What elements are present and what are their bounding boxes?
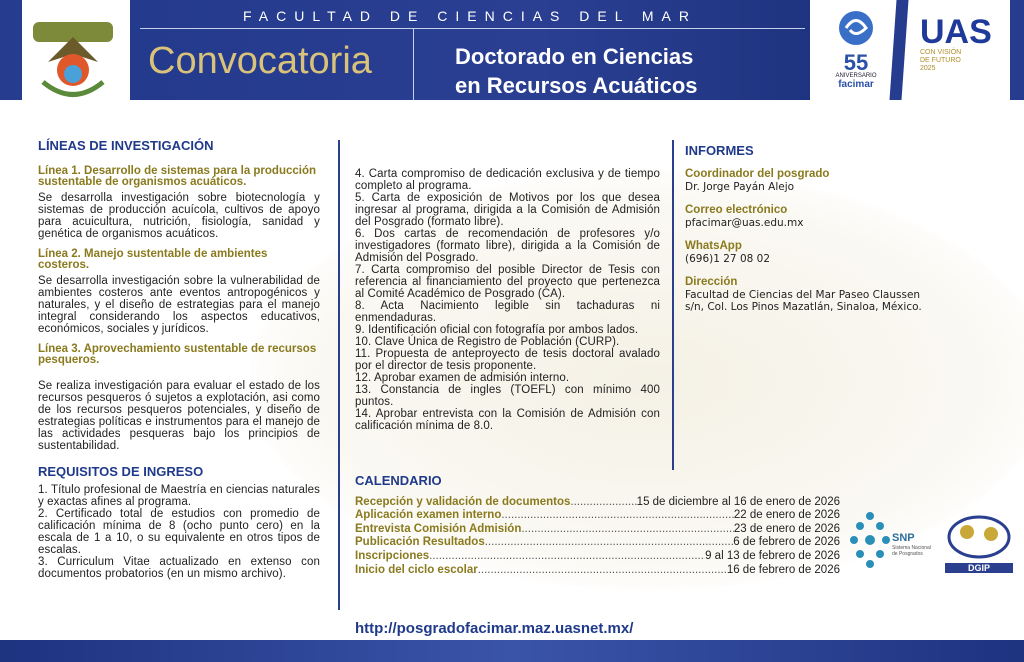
facimar-55-logo xyxy=(826,8,886,96)
info-label: WhatsApp xyxy=(685,240,742,252)
leader-dots xyxy=(521,523,733,537)
requisito-item: 10. Clave Única de Registro de Población (CURP). xyxy=(355,336,620,348)
dgip-logo xyxy=(945,512,1013,577)
column-divider xyxy=(338,140,340,610)
linea-title: Línea 3. Aprovechamiento sustentable de recursos pesqueros. xyxy=(38,343,317,366)
website-link[interactable]: http://posgradofacimar.maz.uasnet.mx/ xyxy=(355,620,634,637)
email-link[interactable]: pfacimar@uas.edu.mx xyxy=(685,217,804,229)
requisito-item: 11. Propuesta de anteproyecto de tesis doctoral avalado por el director de tesis proponente. xyxy=(355,348,660,372)
event-date: 23 de enero de 2026 xyxy=(733,522,840,535)
calendar-row xyxy=(355,509,840,523)
calendar-row xyxy=(355,536,840,550)
linea-text: Se desarrolla investigación sobre la vulnerabilidad de ambientes costeros ante eventos antropogénicos y naturales, y el diseño de estrategias para el manejo integral considerando los aspectos educativos, económicos, sociales y jurídicos. xyxy=(38,275,320,335)
calendar-row xyxy=(355,496,840,510)
requisito-item: 7. Carta compromiso del posible Director de Tesis con referencia al financiamiento del proyecto que pertenezca al Comité Académico de Posgrado (CA). xyxy=(355,264,660,300)
wave-icon xyxy=(834,8,878,48)
coordinator-name: Dr. Jorge Payán Alejo xyxy=(685,181,795,193)
event-name: Publicación Resultados xyxy=(355,536,485,549)
info-label: Dirección xyxy=(685,276,738,288)
requisito-item: 3. Curriculum Vitae actualizado en extenso con documentos probatorios (en un mismo archivo). xyxy=(38,556,320,580)
uas-tagline: CON VISIÓN DE FUTURO 2025 xyxy=(920,49,962,72)
event-date: 22 de enero de 2026 xyxy=(733,509,840,522)
convocatoria-title: Convocatoria xyxy=(148,40,372,82)
requisitos-heading: REQUISITOS DE INGRESO xyxy=(38,464,204,479)
event-name: Inscripciones xyxy=(355,549,430,562)
dgip-text: DGIP xyxy=(945,563,1013,573)
event-date: 6 de febrero de 2026 xyxy=(733,536,840,549)
lineas-column xyxy=(38,140,320,580)
footer-bar xyxy=(0,640,1024,662)
informes-column xyxy=(685,145,1005,313)
program-title xyxy=(455,42,698,100)
linea-title: Línea 1. Desarrollo de sistemas para la producción sustentable de organismos acuáticos. xyxy=(38,165,317,188)
lineas-heading: LÍNEAS DE INVESTIGACIÓN xyxy=(38,138,214,153)
requisito-item: 4. Carta compromiso de dedicación exclusiva y de tiempo completo al programa. xyxy=(355,168,660,192)
calendar-row xyxy=(355,564,840,578)
requisito-item: 6. Dos cartas de recomendación de profesores y/o investigadores (formato libre), dirigida a la Comisión de Admisión del Posgrado. xyxy=(355,228,660,264)
calendario-heading: CALENDARIO xyxy=(355,473,442,488)
snp-dots-icon xyxy=(850,510,890,570)
program-line1: Doctorado en Ciencias xyxy=(455,44,694,69)
address: Facultad de Ciencias del Mar Paseo Claussen s/n, Col. Los Pinos Mazatlán, Sinaloa, México. xyxy=(685,289,922,313)
event-date: 16 de febrero de 2026 xyxy=(726,563,840,576)
requisito-item: 9. Identificación oficial con fotografía por ambos lados. xyxy=(355,324,639,336)
right-stripe xyxy=(890,0,909,100)
informes-heading: INFORMES xyxy=(685,143,754,158)
event-date: 9 al 13 de febrero de 2026 xyxy=(705,549,840,562)
requisito-item: 2. Certificado total de estudios con promedio de calificación mínima de 8 (ocho punto cero) en la escala de 1 a 10, o su equivalente en otros tipos de escalas. xyxy=(38,508,320,556)
event-name: Recepción y validación de documentos xyxy=(355,495,571,508)
uas-logo xyxy=(920,15,1015,85)
dgip-emblem-icon xyxy=(945,512,1013,562)
header-vdivider xyxy=(413,28,414,100)
requisito-item: 12. Aprobar examen de admisión interno. xyxy=(355,372,570,384)
leader-dots xyxy=(570,496,636,510)
whatsapp-number: (696)1 27 08 02 xyxy=(685,253,771,265)
event-name: Aplicación examen interno xyxy=(355,509,502,522)
requisito-item: 5. Carta de exposición de Motivos por los que desea ingresar al programa, dirigida a la Comisión de Admisión del Posgrado (formato libre). xyxy=(355,192,660,228)
linea-text: Se realiza investigación para evaluar el estado de los recursos pesqueros ó sujetos a explotación, asi como de los recursos pesqueros potenciales, y diseño de estrategias políticas e instrumentos para el manejo de las actividades pesqueras bajo los principios de sustentabilidad. xyxy=(38,380,320,452)
snp-text: SNP xyxy=(892,532,915,544)
leader-dots xyxy=(478,564,727,578)
column-divider xyxy=(672,140,674,470)
uas-text: UAS xyxy=(920,13,992,51)
info-label: Correo electrónico xyxy=(685,204,788,216)
linea-text: Se desarrolla investigación sobre biotecnología y sistemas de producción acuícola, cultivos de apoyo para acuicultura, nutrición, fisiología, sanidad y genética de organismos acuáticos. xyxy=(38,192,320,240)
program-line2: en Recursos Acuáticos xyxy=(455,73,698,98)
event-date: 15 de diciembre al 16 de enero de 2026 xyxy=(636,495,840,508)
info-label: Coordinador del posgrado xyxy=(685,168,830,180)
left-stripe xyxy=(0,0,22,100)
leader-dots xyxy=(501,509,733,523)
calendar-row xyxy=(355,550,840,564)
linea-title: Línea 2. Manejo sustentable de ambientes costeros. xyxy=(38,248,268,271)
facimar-text: facimar xyxy=(838,79,874,90)
uas-crest-logo xyxy=(28,12,118,100)
event-name: Entrevista Comisión Admisión xyxy=(355,522,522,535)
calendario xyxy=(355,474,840,577)
requisitos-column xyxy=(355,168,660,432)
snp-subtitle: Sistema Nacional de Posgrados xyxy=(892,545,931,557)
calendar-row xyxy=(355,523,840,537)
event-name: Inicio del ciclo escolar xyxy=(355,563,478,576)
header-divider xyxy=(140,28,805,29)
requisito-item: 8. Acta Nacimiento legible sin tachaduras ni enmendaduras. xyxy=(355,300,660,324)
leader-dots xyxy=(429,550,705,564)
requisito-item: 13. Constancia de ingles (TOEFL) con mínimo 400 puntos. xyxy=(355,384,660,408)
anniversary-number: 55 xyxy=(843,50,869,75)
requisito-item: 14. Aprobar entrevista con la Comisión de Admisión con calificación mínima de 8.0. xyxy=(355,408,660,432)
requisito-item: 1. Título profesional de Maestría en ciencias naturales y exactas afines al programa. xyxy=(38,484,320,508)
faculty-name: FACULTAD DE CIENCIAS DEL MAR xyxy=(242,8,697,24)
anniversary-text: ANIVERSARIO xyxy=(835,73,877,79)
snp-logo xyxy=(850,510,940,575)
leader-dots xyxy=(485,536,733,550)
